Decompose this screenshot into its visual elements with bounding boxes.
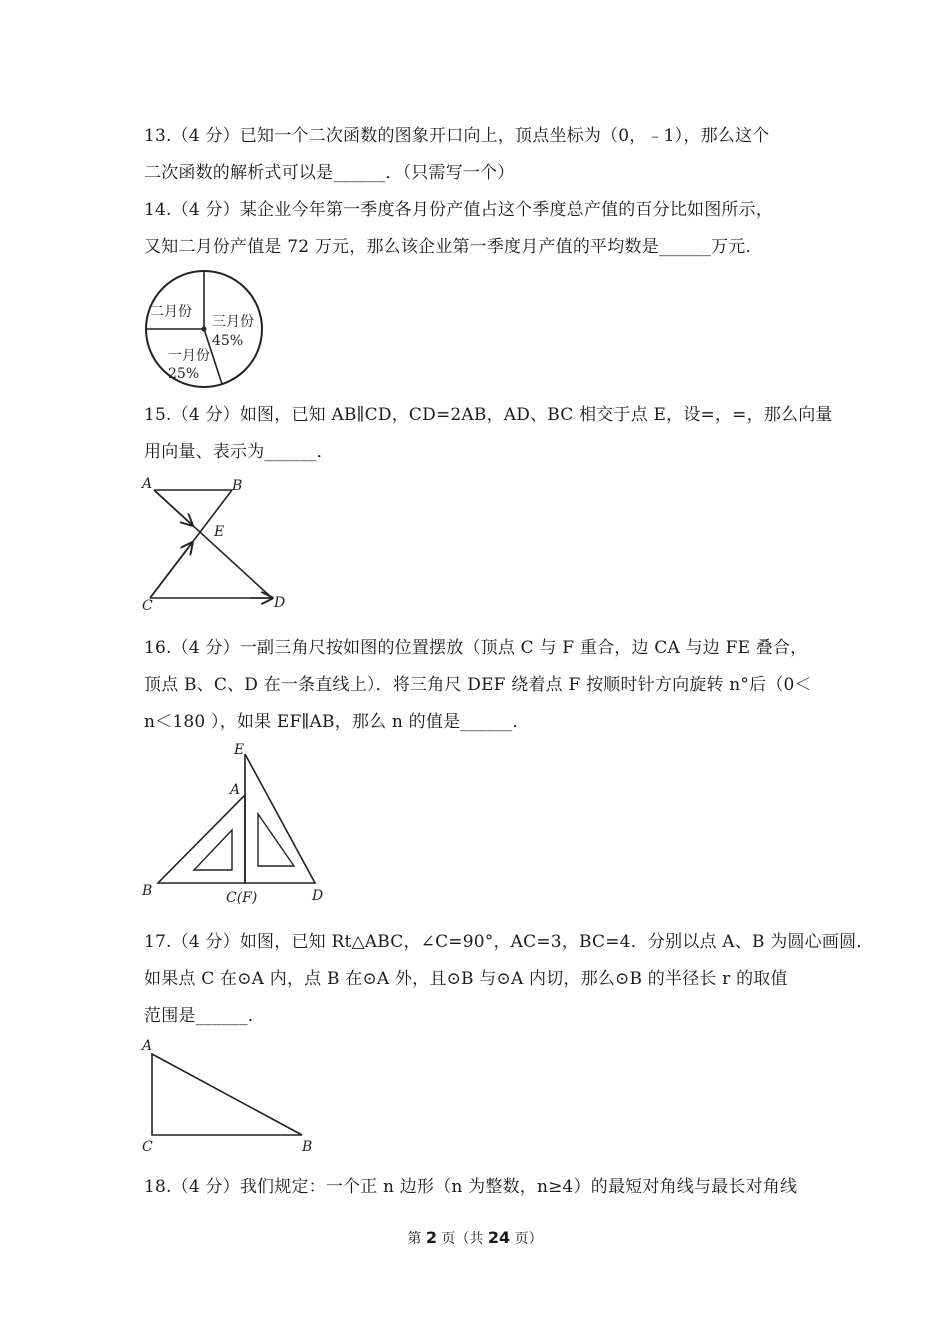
vector-ce-arrow [150,543,192,598]
q16-line-3: n＜180 ），如果 EF∥AB，那么 n 的值是______． [144,712,530,732]
q17-line-3: 范围是______． [144,1006,265,1026]
pie-label-mar: 三月份 [212,314,254,330]
point-b-label: B [142,883,153,899]
point-b-label: B [302,1139,313,1155]
pie-label-jan-pct: 25% [168,366,200,382]
q17-line-2: 如果点 C 在⊙A 内，点 B 在⊙A 外，且⊙B 与⊙A 内切，那么⊙B 的半径长 r 的取值 [144,969,788,989]
point-a-label: A [142,476,153,492]
q15-hourglass-figure [140,472,300,614]
q15-line-2: 用向量、表示为______． [144,442,334,462]
point-d-label: D [274,595,286,611]
q14-pie-figure [140,268,270,390]
point-c-label: C [142,1139,153,1155]
q16-line-1: 16.（4 分）一副三角尺按如图的位置摆放（顶点 C 与 F 重合，边 CA 与边 FE 叠合， [144,638,808,658]
point-cf-label: C(F) [226,890,258,906]
q15-line-1: 15.（4 分）如图，已知 AB∥CD，CD=2AB，AD、BC 相交于点 E，设=，=，那么向量 [144,405,833,425]
footer-prefix: 第 [407,1231,426,1247]
footer-middle: 页（共 [436,1231,488,1247]
point-d-label: D [312,888,324,904]
pie-label-jan: 一月份 [168,348,210,364]
footer-total-pages: 24 [487,1228,511,1247]
q17-right-triangle-figure [140,1034,330,1156]
pie-center-dot [202,327,207,332]
pie-label-mar-pct: 45% [212,333,244,349]
point-a-label: A [230,782,241,798]
point-b-label: B [232,478,243,494]
point-e-label: E [234,742,245,758]
triangle-def-inner [258,814,294,866]
footer-suffix: 页） [510,1231,543,1247]
point-e-label: E [214,524,225,540]
pie-label-feb: 二月份 [150,304,192,320]
page-footer [0,1228,950,1248]
q16-line-2: 顶点 B、C、D 在一条直线上）．将三角尺 DEF 绕着点 F 按顺时针方向旋转 n°后（0＜ [144,675,812,695]
q17-line-1: 17.（4 分）如图，已知 Rt△ABC，∠C=90°，AC=3，BC=4．分别以点 A、B 为圆心画圆． [144,932,874,952]
triangle-def [245,754,315,883]
q18-line-1: 18.（4 分）我们规定：一个正 n 边形（n 为整数，n≥4）的最短对角线与最长对角线 [144,1177,798,1197]
q13-line-2: 二次函数的解析式可以是______．（只需写一个） [144,163,515,183]
footer-page-number: 2 [425,1228,437,1247]
q14-line-2: 又知二月份产值是 72 万元，那么该企业第一季度月产值的平均数是______万元． [144,237,763,257]
triangle-abc-inner [194,830,232,870]
vector-ae-arrow [154,490,192,525]
triangle-abc [152,1054,302,1135]
point-c-label: C [142,598,153,614]
q13-line-1: 13.（4 分）已知一个二次函数的图象开口向上，顶点坐标为（0，﹣1），那么这个 [144,126,770,146]
q14-line-1: 14.（4 分）某企业今年第一季度各月份产值占这个季度总产值的百分比如图所示， [144,200,774,220]
q16-set-squares-figure [140,740,340,905]
point-a-label: A [142,1038,153,1054]
